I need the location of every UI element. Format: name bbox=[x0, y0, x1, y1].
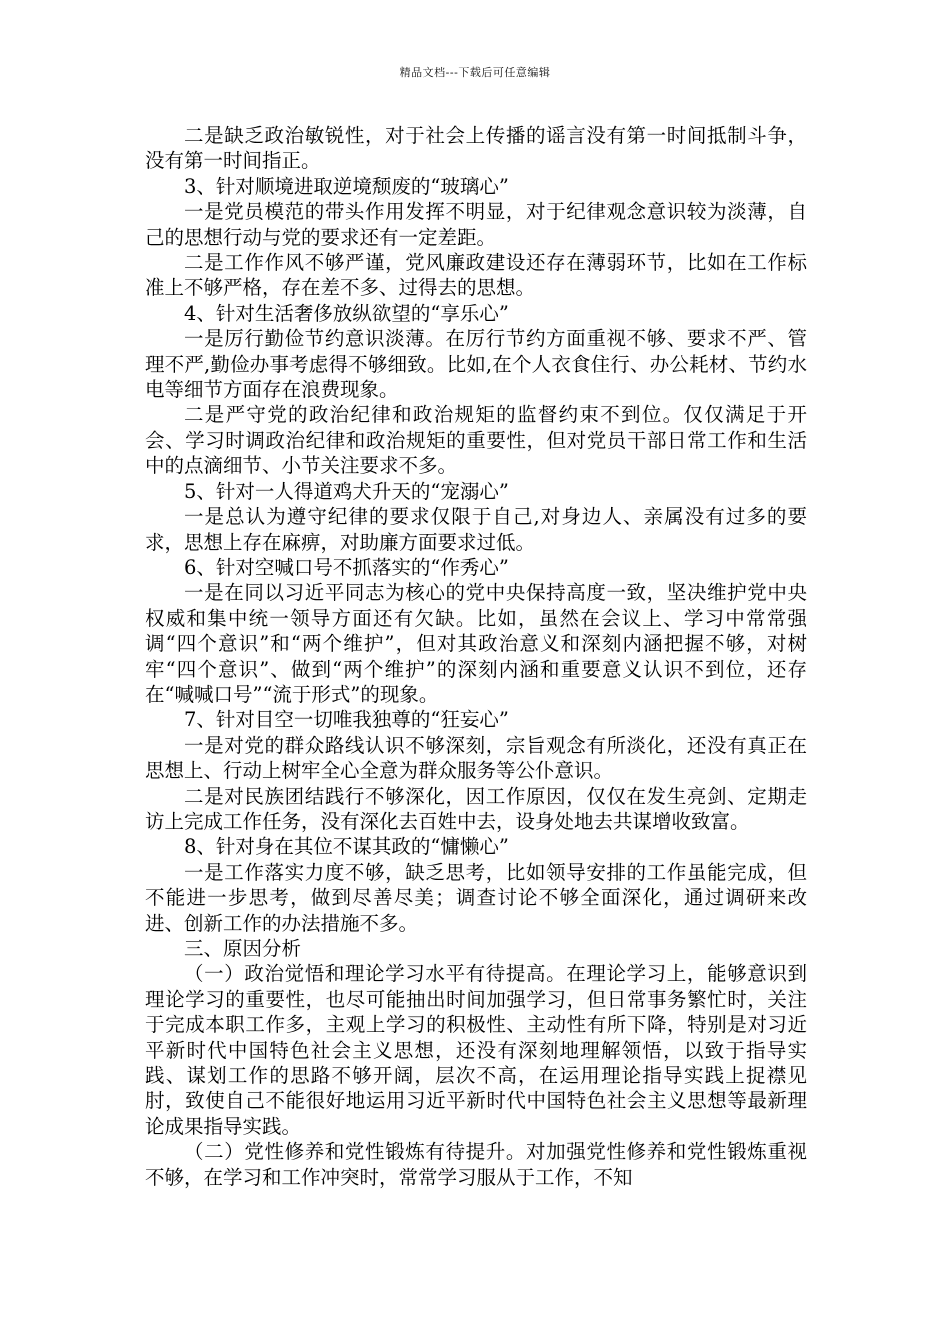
paragraph: 二是工作作风不够严谨，党风廉政建设还存在薄弱环节，比如在工作标准上不够严格，存在差不多、过得去的思想。 bbox=[145, 251, 807, 300]
paragraph: 二是严守党的政治纪律和政治规矩的监督约束不到位。仅仅满足于开会、学习时调政治纪律和政治规矩的重要性，但对党员干部日常工作和生活中的点滴细节、小节关注要求不多。 bbox=[145, 403, 807, 478]
paragraph: （一）政治觉悟和理论学习水平有待提高。在理论学习上，能够意识到理论学习的重要性，也尽可能抽出时间加强学习，但日常事务繁忙时，关注于完成本职工作多，主观上学习的积极性、主动性有所下降，特别是对习近平新时代中国特色社会主义思想，还没有深刻地理解领悟，以致于指导实践、谋划工作的思路不够开阔，层次不高，在运用理论指导实践上捉襟见肘，致使自己不能很好地运用习近平新时代中国特色社会主义思想等最新理论成果指导实践。 bbox=[145, 962, 807, 1138]
section-heading: 3、针对顺境进取逆境颓废的“玻璃心” bbox=[184, 174, 509, 198]
section-heading: 7、针对目空一切唯我独尊的“狂妄心” bbox=[184, 708, 509, 732]
page-header: 精品文档---下载后可任意编辑 bbox=[399, 66, 551, 79]
section-heading: 三、原因分析 bbox=[184, 937, 302, 960]
section-heading: 5、针对一人得道鸡犬升天的“宠溺心” bbox=[184, 479, 509, 503]
paragraph: 一是党员模范的带头作用发挥不明显，对于纪律观念意识较为淡薄，自己的思想行动与党的要求还有一定差距。 bbox=[145, 200, 807, 249]
paragraph: 一是厉行勤俭节约意识淡薄。在厉行节约方面重视不够、要求不严、管理不严,勤俭办事考虑得不够细致。比如,在个人衣食住行、办公耗材、节约水电等细节方面存在浪费现象。 bbox=[145, 327, 807, 402]
paragraph: 一是总认为遵守纪律的要求仅限于自己,对身边人、亲属没有过多的要求，思想上存在麻痹，对助廉方面要求过低。 bbox=[145, 505, 807, 554]
paragraph: 一是工作落实力度不够，缺乏思考，比如领导安排的工作虽能完成，但不能进一步思考，做到尽善尽美；调查讨论不够全面深化，通过调研来改进、创新工作的办法措施不多。 bbox=[145, 860, 807, 935]
document-body bbox=[145, 123, 807, 1190]
paragraph: 一是对党的群众路线认识不够深刻，宗旨观念有所淡化，还没有真正在思想上、行动上树牢全心全意为群众服务等公仆意识。 bbox=[145, 733, 807, 783]
section-heading: 4、针对生活奢侈放纵欲望的“享乐心” bbox=[184, 301, 509, 325]
section-heading: 8、针对身在其位不谋其政的“慵懒心” bbox=[184, 835, 509, 859]
section-heading: 6、针对空喊口号不抓落实的“作秀心” bbox=[184, 555, 509, 579]
paragraph: 二是缺乏政治敏锐性，对于社会上传播的谣言没有第一时间抵制斗争，没有第一时间指正。 bbox=[145, 124, 807, 173]
paragraph: 二是对民族团结践行不够深化，因工作原因，仅仅在发生亮剑、定期走访上完成工作任务，没有深化去百姓中去，设身处地去共谋增收致富。 bbox=[145, 784, 807, 833]
paragraph: 一是在同以习近平同志为核心的党中央保持高度一致，坚决维护党中央权威和集中统一领导方面还有欠缺。比如，虽然在会议上、学习中常常强调“四个意识”和“两个维护”，但对其政治意义和深刻内涵把握不够，对树牢“四个意识”、做到“两个维护”的深刻内涵和重要意义认识不到位，还存在“喊喊口号”“流于形式”的现象。 bbox=[145, 581, 807, 706]
paragraph: （二）党性修养和党性锻炼有待提升。对加强党性修养和党性锻炼重视不够，在学习和工作冲突时，常常学习服从于工作，不知 bbox=[145, 1140, 807, 1189]
